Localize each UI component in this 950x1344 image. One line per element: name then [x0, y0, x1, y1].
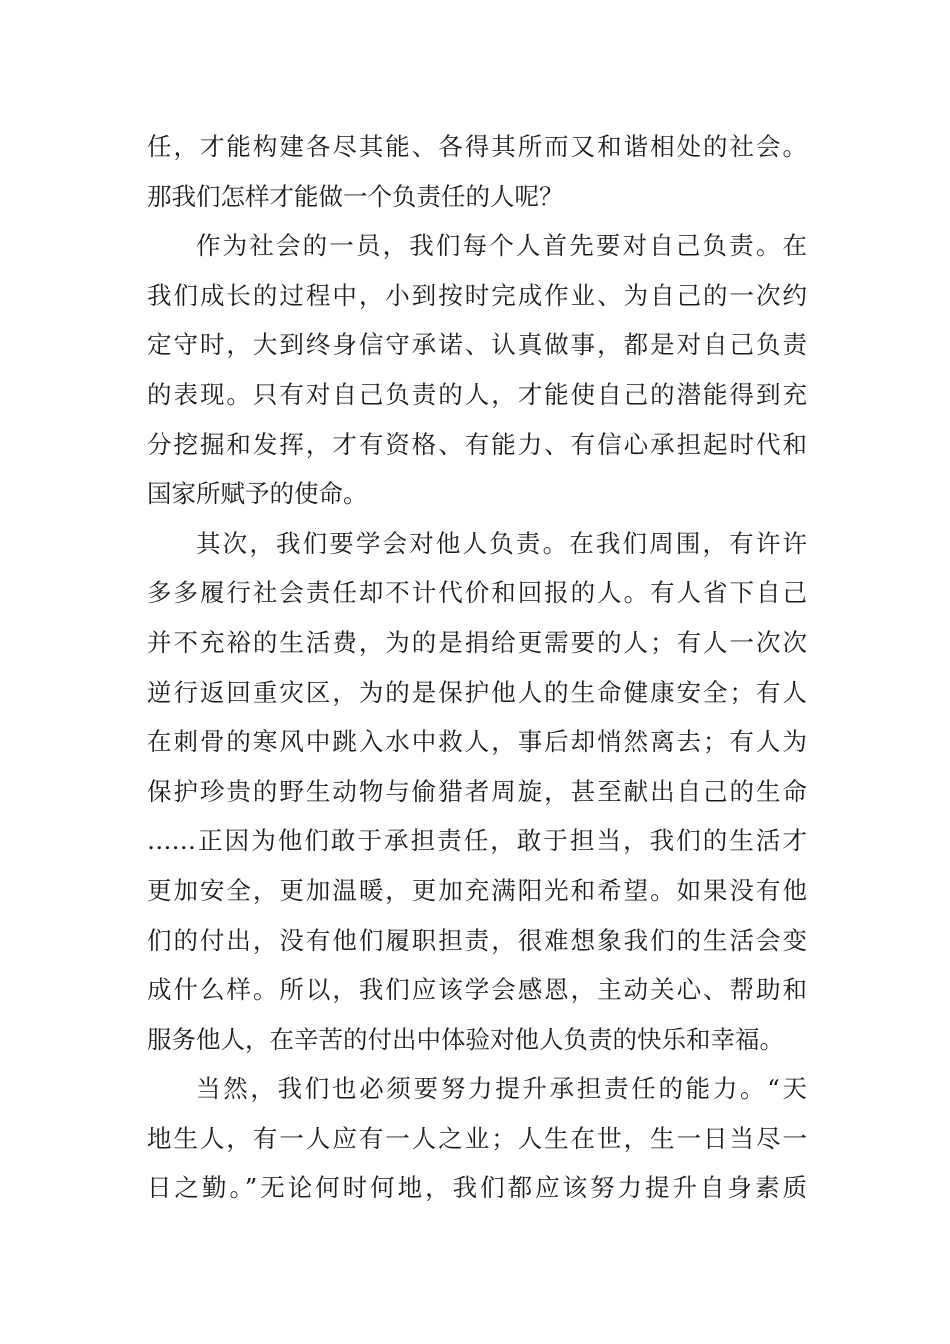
text-line: 逆行返回重灾区，为的是保护他人的生命健康安全；有人 [147, 677, 807, 707]
text-line: 定守时，大到终身信守承诺、认真做事，都是对自己负责 [147, 330, 807, 360]
text-line: 并不充裕的生活费，为的是捐给更需要的人；有人一次次 [147, 627, 807, 657]
text-line: 多多履行社会责任却不计代价和回报的人。有人省下自己 [147, 578, 807, 608]
text-line: 日之勤。”无论何时何地，我们都应该努力提升自身素质 [147, 1173, 807, 1203]
text-line: 的表现。只有对自己负责的人，才能使自己的潜能得到充 [147, 379, 807, 409]
text-line: 国家所赋予的使命。 [147, 479, 368, 509]
text-line: 我们成长的过程中，小到按时完成作业、为自己的一次约 [147, 280, 807, 310]
text-line: 那我们怎样才能做一个负责任的人呢？ [147, 181, 564, 211]
text-line: 任，才能构建各尽其能、各得其所而又和谐相处的社会。 [147, 132, 807, 161]
body-text [147, 122, 807, 1213]
paragraph-first-line: 当然，我们也必须要努力提升承担责任的能力。“天 [196, 1074, 807, 1104]
text-line: ……正因为他们敢于承担责任，敢于担当，我们的生活才 [147, 826, 807, 856]
text-line: 服务他人，在辛苦的付出中体验对他人负责的快乐和幸福。 [147, 1024, 784, 1054]
text-line: 地生人，有一人应有一人之业；人生在世，生一日当尽一 [147, 1123, 807, 1153]
text-line: 保护珍贵的野生动物与偷猎者周旋，甚至献出自己的生命 [147, 776, 807, 806]
paragraph-first-line: 作为社会的一员，我们每个人首先要对自己负责。在 [196, 231, 807, 261]
text-line: 们的付出，没有他们履职担责，很难想象我们的生活会变 [147, 925, 807, 955]
paragraph-first-line: 其次，我们要学会对他人负责。在我们周围，有许许 [196, 528, 807, 558]
text-line: 在刺骨的寒风中跳入水中救人，事后却悄然离去；有人为 [147, 727, 807, 757]
text-line: 更加安全，更加温暖，更加充满阳光和希望。如果没有他 [147, 875, 807, 905]
text-line: 分挖掘和发挥，才有资格、有能力、有信心承担起时代和 [147, 429, 807, 459]
text-line: 成什么样。所以，我们应该学会感恩，主动关心、帮助和 [147, 975, 807, 1005]
